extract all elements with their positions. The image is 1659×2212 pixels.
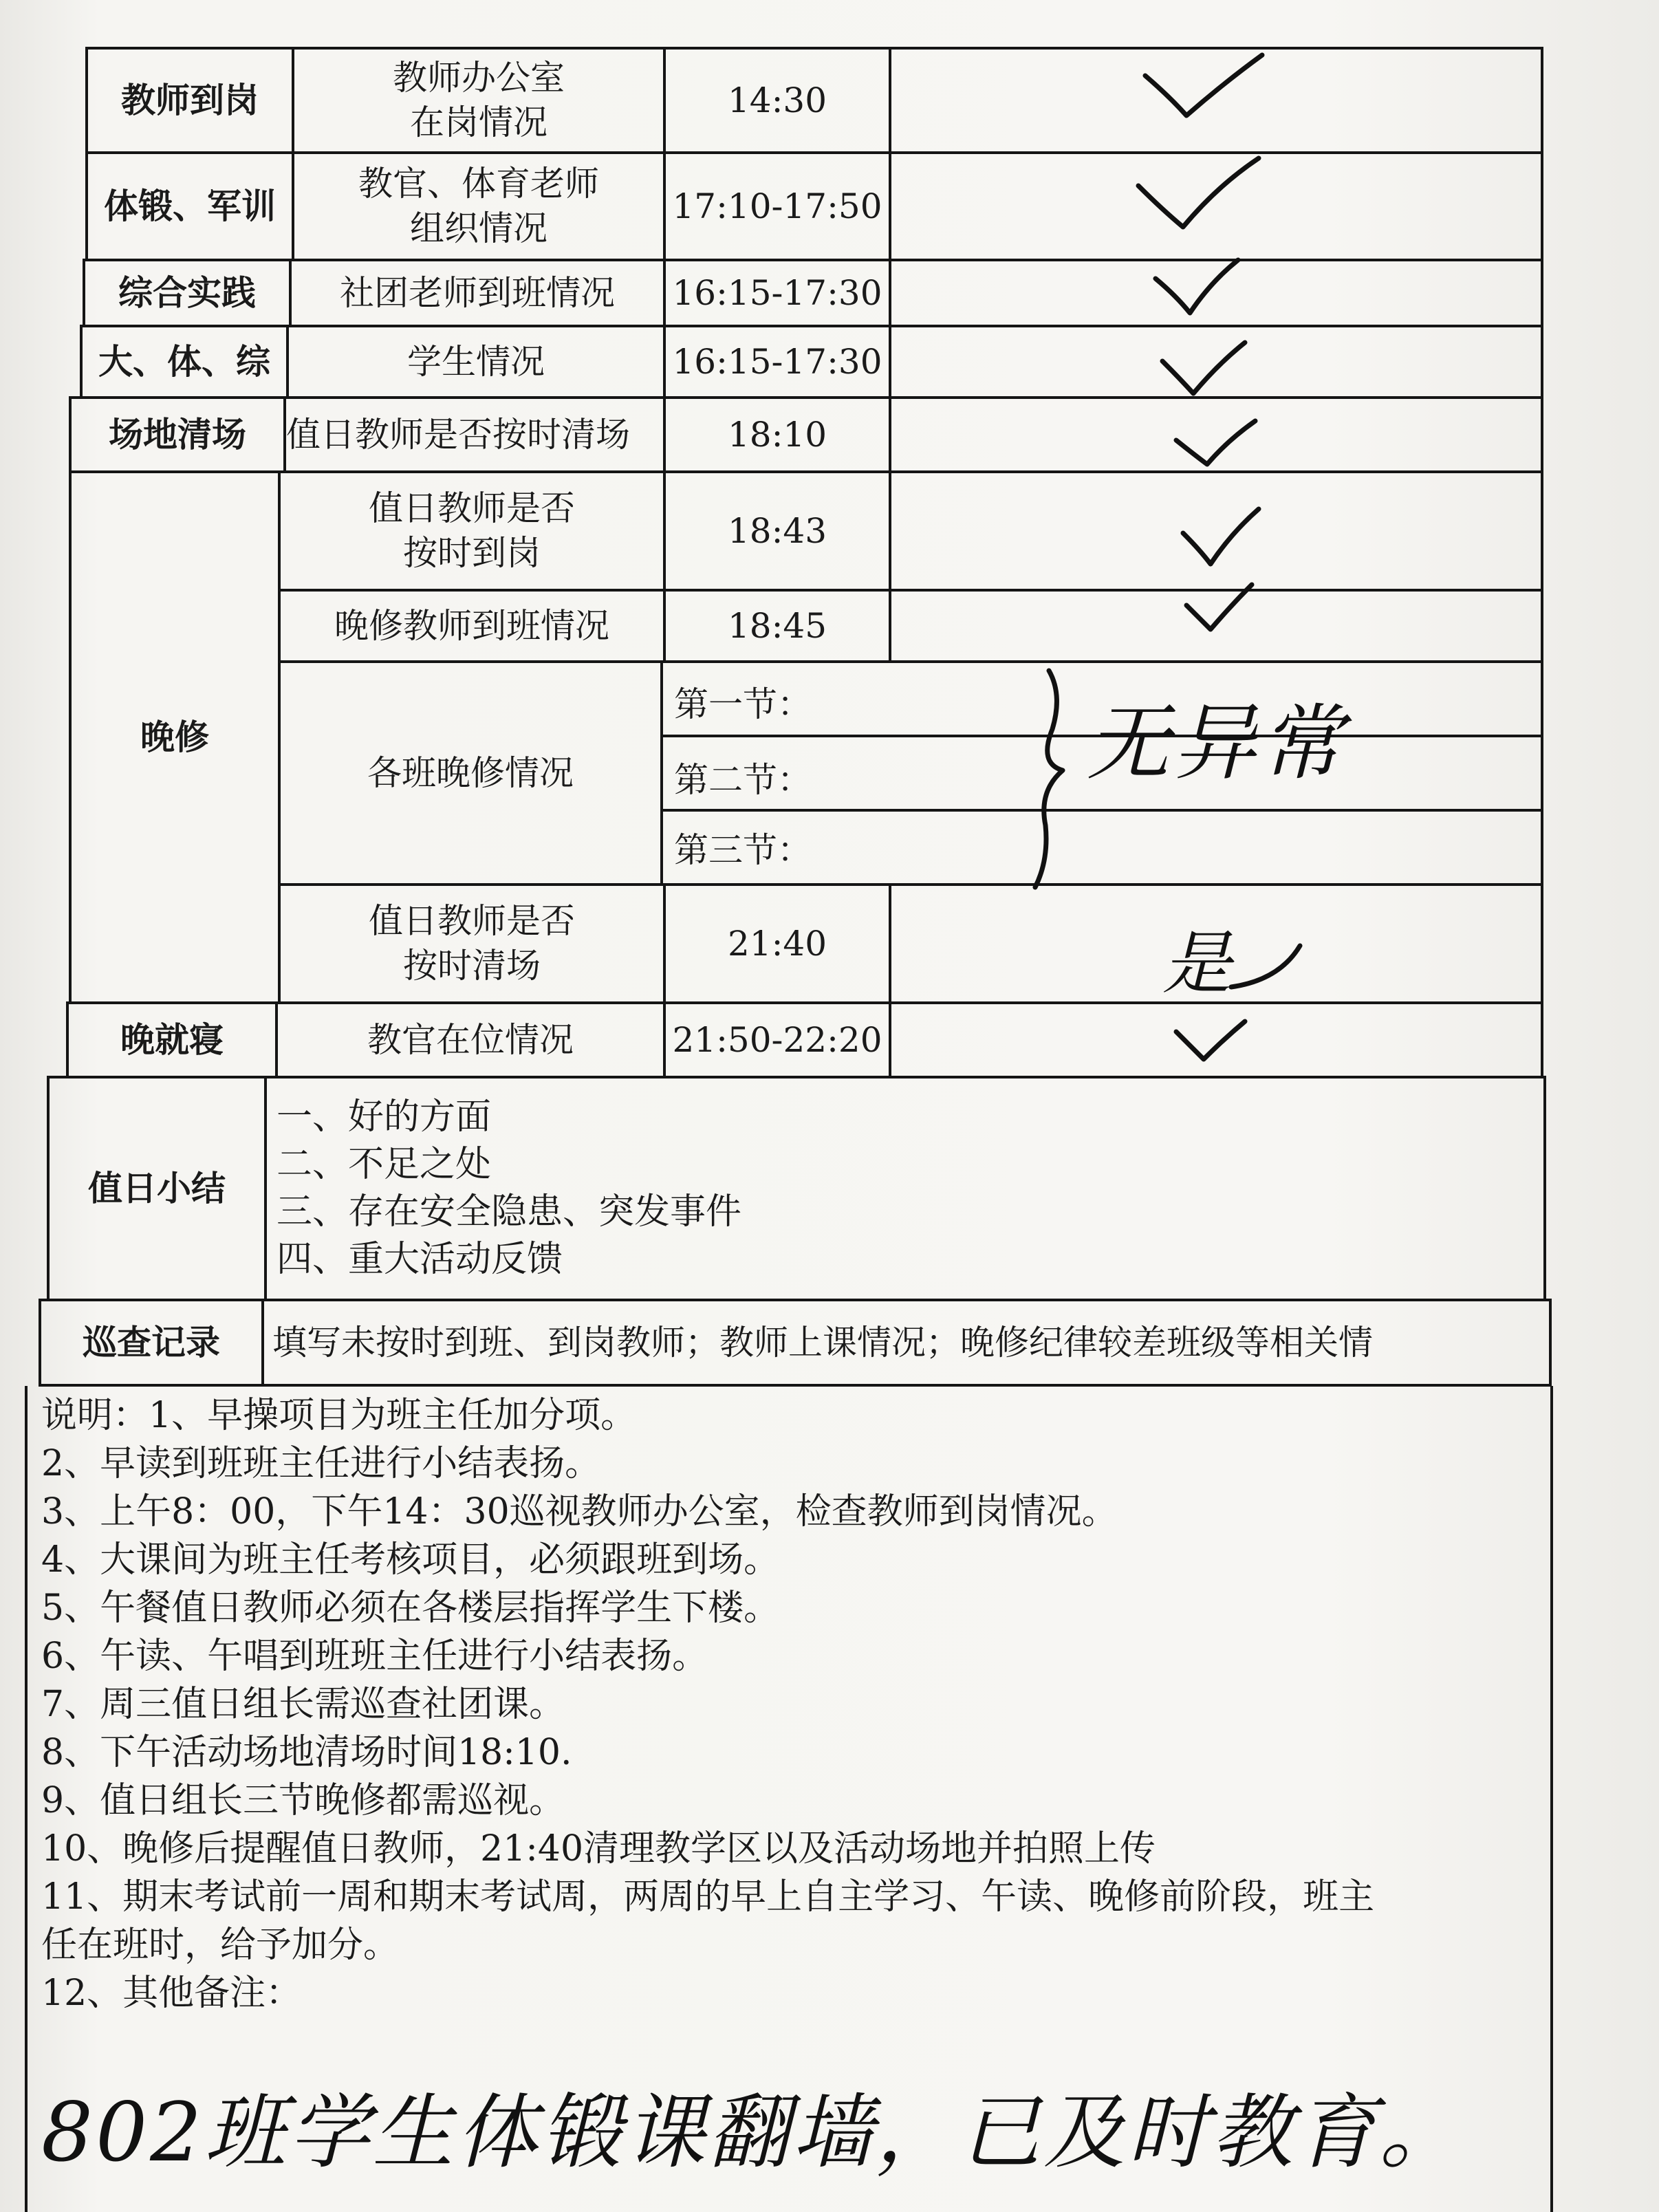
time-teacher-in-class: 18:45 — [663, 589, 891, 663]
category-practice: 综合实践 — [83, 259, 292, 327]
item-pe-teachers — [292, 151, 666, 261]
category-pe-military: 体锻、军训 — [85, 151, 294, 261]
item-teacher-in-class: 晚修教师到班情况 — [278, 589, 666, 663]
check-cell-teacher-post — [889, 47, 1543, 154]
item-student-status: 学生情况 — [286, 325, 666, 399]
period-2-label: 第二节： — [674, 760, 812, 800]
summary-lines — [264, 1076, 1546, 1301]
summary-line-good: 一、好的方面 — [276, 1096, 492, 1138]
note-line: 3、上午8：00，下午14：30巡视教师办公室，检查教师到岗情况。 — [41, 1491, 1118, 1532]
period-1-label: 第一节： — [674, 684, 812, 724]
category-teacher-post: 教师到岗 — [85, 47, 294, 154]
item-line-2: 组织情况 — [410, 208, 547, 248]
note-line: 4、大课间为班主任考核项目，必须跟班到场。 — [41, 1539, 780, 1581]
item-line-1: 值日教师是否 — [369, 488, 575, 528]
time-teacher-post: 14:30 — [663, 47, 891, 154]
note-line: 2、早读到班班主任进行小结表扬。 — [41, 1443, 601, 1484]
item-duty-clear — [278, 883, 666, 1004]
period-3-row — [660, 809, 1543, 886]
time-field-clear: 18:10 — [663, 396, 891, 473]
time-big-pe: 16:15-17:30 — [663, 325, 891, 399]
handwritten-clear-mark: 是 — [1162, 923, 1231, 1004]
item-field-clear: 值日教师是否按时清场 — [283, 396, 666, 473]
item-club-teachers: 社团老师到班情况 — [289, 259, 666, 327]
note-line: 5、午餐值日教师必须在各楼层指挥学生下楼。 — [41, 1587, 780, 1629]
check-cell-big-pe — [889, 325, 1543, 399]
summary-line-shortfall: 二、不足之处 — [276, 1143, 492, 1185]
category-evening: 晚修 — [69, 470, 281, 1004]
check-cell-field-clear — [889, 396, 1543, 473]
time-pe-military: 17:10-17:50 — [663, 151, 891, 261]
category-big-pe: 大、体、综 — [80, 325, 289, 399]
item-teacher-office — [292, 47, 666, 154]
item-instructor-present: 教官在位情况 — [275, 1001, 666, 1078]
time-bedtime: 21:50-22:20 — [663, 1001, 891, 1078]
handwritten-remark: 802班学生体锻课翻墙，已及时教育。 — [41, 2085, 1464, 2180]
category-patrol: 巡查记录 — [39, 1299, 264, 1387]
category-bedtime: 晚就寝 — [66, 1001, 278, 1078]
check-cell-teacher-in-class — [889, 589, 1543, 663]
note-line: 7、周三值日组长需巡查社团课。 — [41, 1684, 565, 1725]
note-line: 8、下午活动场地清场时间18:10. — [41, 1732, 572, 1773]
patrol-instructions: 填写未按时到班、到岗教师；教师上课情况；晚修纪律较差班级等相关情 — [261, 1299, 1552, 1387]
time-practice: 16:15-17:30 — [663, 259, 891, 327]
check-cell-pe-military — [889, 151, 1543, 261]
summary-line-safety: 三、存在安全隐患、突发事件 — [276, 1191, 742, 1233]
time-duty-on-time: 18:43 — [663, 470, 891, 592]
item-line-1: 教官、体育老师 — [358, 164, 599, 204]
item-line-1: 教师办公室 — [393, 58, 565, 98]
note-line: 12、其他备注： — [41, 1973, 302, 2014]
item-line-2: 在岗情况 — [410, 102, 547, 142]
note-line: 10、晚修后提醒值日教师，21:40清理教学区以及活动场地并拍照上传 — [41, 1828, 1156, 1869]
note-line: 11、期末考试前一周和期末考试周，两周的早上自主学习、午读、晚修前阶段，班主 — [41, 1876, 1375, 1918]
item-class-status: 各班晚修情况 — [278, 660, 663, 886]
note-line: 9、值日组长三节晚修都需巡视。 — [41, 1780, 565, 1821]
note-line: 说明：1、早操项目为班主任加分项。 — [41, 1395, 637, 1436]
check-cell-practice — [889, 259, 1543, 327]
summary-line-events: 四、重大活动反馈 — [276, 1239, 563, 1281]
category-summary: 值日小结 — [47, 1076, 267, 1301]
item-duty-on-time — [278, 470, 666, 592]
check-cell-bedtime — [889, 1001, 1543, 1078]
category-field-clear: 场地清场 — [69, 396, 286, 473]
time-duty-clear: 21:40 — [663, 883, 891, 1004]
period-3-label: 第三节： — [674, 830, 812, 870]
note-line: 任在班时，给予加分。 — [41, 1924, 400, 1966]
note-line: 6、午读、午唱到班班主任进行小结表扬。 — [41, 1636, 708, 1677]
item-line-2: 按时到岗 — [403, 533, 541, 573]
item-line-2: 按时清场 — [403, 946, 541, 986]
item-line-1: 值日教师是否 — [369, 901, 575, 941]
handwritten-evening-status: 无异常 — [1087, 696, 1347, 792]
check-cell-duty-on-time — [889, 470, 1543, 592]
